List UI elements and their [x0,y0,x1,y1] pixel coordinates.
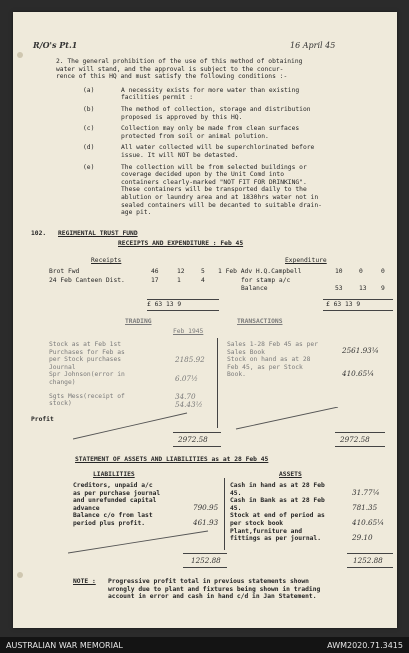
trading-debit-amount: 6.07½ [175,374,198,383]
document-date: 16 April 45 [290,41,336,50]
condition-line: These containers will be transported daily to the [121,186,307,194]
liability-amount: 461.93 [193,518,219,527]
liabilities-heading: LIABILITIES [93,471,135,478]
asset-line: Stock at end of period as [230,512,325,520]
total-rule [347,567,393,568]
asset-amount: 781.35 [352,502,378,512]
footer-accession: AWM2020.71.3415 [327,641,403,650]
expenditure-total: £ 63 13 9 [326,301,361,308]
expenditure-label: for stamp a/c [241,276,291,284]
trading-left-total: 2972.58 [178,435,208,444]
document-page [13,12,397,628]
condition-line: sealed containers will be decanted to suitable drain- [121,201,322,209]
asset-line: fittings as per journal. [230,535,321,543]
total-rule [173,432,221,433]
liability-line: Balance c/o from last [73,512,153,520]
asset-amount: 410.65¼ [352,518,385,527]
condition-line: proposed is approved by this HQ. [121,113,243,121]
trading-debit-amount: 34.70 [175,392,196,401]
total-rule [323,299,393,300]
asset-line: per stock book [230,520,284,527]
footer-source: AUSTRALIAN WAR MEMORIAL [6,641,123,650]
condition-label: (b) [83,106,95,113]
trading-credit-line: Sales Book [227,348,265,356]
liability-line: as per purchase journal [73,489,161,497]
punch-hole [17,572,23,578]
liability-line: advance [73,504,100,512]
section-title: REGIMENTAL TRUST FUND [58,230,138,237]
expenditure-shillings: 0 [359,268,363,275]
profit-label: Profit [31,416,54,423]
trading-credit-line: Stock on hand as at 28 [227,356,311,364]
trading-right-total: 2972.58 [340,435,370,444]
expenditure-heading: Expenditure [285,257,327,264]
receipt-pence: 4 [201,276,205,284]
total-rule [173,446,221,447]
condition-label: (a) [83,86,95,94]
total-rule [147,299,219,300]
statement-title: STATEMENT OF ASSETS AND LIABILITIES as at 28 Feb 45 [75,456,269,463]
liability-line: period plus profit. [73,520,146,527]
trading-credit-line: Feb 45, as per Stock [227,363,303,371]
trading-debit-line: change) [49,379,76,386]
condition-line: ablution or laundry area and at 1830hrs water not in [121,194,319,201]
liabilities-total: 1252.88 [191,556,221,565]
trading-debit-line: per Stock purchases [49,356,122,364]
receipt-shillings: 1 [177,276,181,284]
expenditure-pence: 9 [381,285,385,292]
trading-credit-amount: 410.65¼ [342,369,375,378]
statement-divider [224,478,225,550]
total-rule [335,432,385,433]
liability-amount: 790.95 [193,502,219,512]
receipt-pounds: 17 [151,276,159,284]
asset-line: Cash in hand as at 28 Feb [230,482,325,489]
condition-line: The collection will be from selected buildings or [121,163,307,171]
note-line: account in error and cash in hand c/d in Jan Statement. [108,593,317,601]
paragraph-line: water will stand, and the approval is subject to the concur- [56,65,284,73]
condition-line: All water collected will be superchlorinated before [121,144,315,152]
receipts-total: £ 63 13 9 [147,301,182,308]
trading-debit-line: stock) [49,400,72,408]
document-ref: R/O's Pt.1 [33,40,78,50]
liability-line: and unrefunded capital [73,497,157,505]
trading-credit-line: Sales 1-28 Feb 45 as per [227,341,318,348]
total-rule [323,310,393,311]
condition-line: age pit. [121,209,152,217]
expenditure-pounds: 10 [335,268,343,275]
condition-line: The method of collection, storage and distribution [121,106,311,113]
liability-line: Creditors, unpaid a/c [73,482,153,489]
paragraph-line: rence of this HQ and must satisfy the following conditions :- [56,73,288,81]
condition-line: containers clearly-marked "NOT FIT FOR DRINKING". [121,178,307,186]
total-rule [335,446,385,447]
receipt-pounds: 46 [151,268,159,275]
note-line: Progressive profit total in previous statements shown [108,578,309,585]
expenditure-label: Balance [241,285,268,292]
asset-amount: 31.77¼ [352,487,380,497]
trading-debit-line: Journal [49,363,76,371]
condition-line: A necessity exists for more water than existing [121,86,300,94]
trading-debit-line: Sgts Mess(receipt of [49,392,125,400]
assets-heading: ASSETS [279,471,302,478]
trading-debit-line: Stock as at Feb 1st [49,341,122,348]
total-rule [147,310,219,311]
condition-label: (c) [83,125,95,133]
trading-title: TRADING [125,318,152,325]
trading-period: Feb 1945 [173,328,204,335]
total-rule [347,553,393,554]
total-rule [183,553,227,554]
condition-label: (d) [83,144,95,152]
trading-debit-line: Spr Johnson(error in [49,371,125,379]
receipt-label: 24 Feb Canteen Dist. [49,276,125,284]
condition-line: Collection may only be made from clean surfaces [121,125,300,133]
trading-credit-amount: 2561.93¼ [342,346,379,355]
trading-debit-amount: 54.43½ [175,400,203,409]
note-line: wrongly due to plant and fixtures being shown in trading [108,585,321,593]
trading-debit-line: Purchases for Feb as [49,348,125,356]
section-subtitle: RECEIPTS AND EXPENDITURE : Feb 45 [118,240,244,247]
section-number: 102. [31,230,47,237]
total-rule [183,567,227,568]
expenditure-label: 1 Feb Adv H.Q.Campbell [218,268,302,275]
note-label: NOTE : [73,578,96,585]
expenditure-pounds: 53 [335,285,343,292]
condition-label: (e) [83,163,95,171]
trading-debit-amount: 2185.92 [175,355,205,364]
expenditure-shillings: 13 [359,285,367,292]
receipt-pence: 5 [201,268,205,275]
condition-line: issue. It will NOT be detasted. [121,152,239,159]
asset-line: Cash in Bank as at 28 Feb [230,497,325,505]
asset-line: Plant,furniture and [230,527,303,535]
trading-title-2: TRANSACTIONS [237,318,283,325]
condition-line: facilities permit : [121,94,194,102]
condition-line: protected from soil or animal polution. [121,132,269,140]
paragraph-line: 2. The general prohibition of the use of this method of obtaining [56,58,303,65]
receipts-heading: Receipts [91,257,122,264]
trading-credit-line: Book. [227,371,246,379]
condition-line: coverage decided upon by the Unit Comd into [121,171,285,179]
asset-line: 45. [230,504,242,512]
receipt-shillings: 12 [177,268,185,275]
punch-hole [17,52,23,58]
expenditure-pence: 0 [381,268,385,275]
assets-total: 1252.88 [353,556,383,565]
receipt-label: Brot Fwd [49,268,80,275]
archive-footer [0,637,409,653]
asset-line: 45. [230,489,242,497]
asset-amount: 29.10 [352,533,373,543]
